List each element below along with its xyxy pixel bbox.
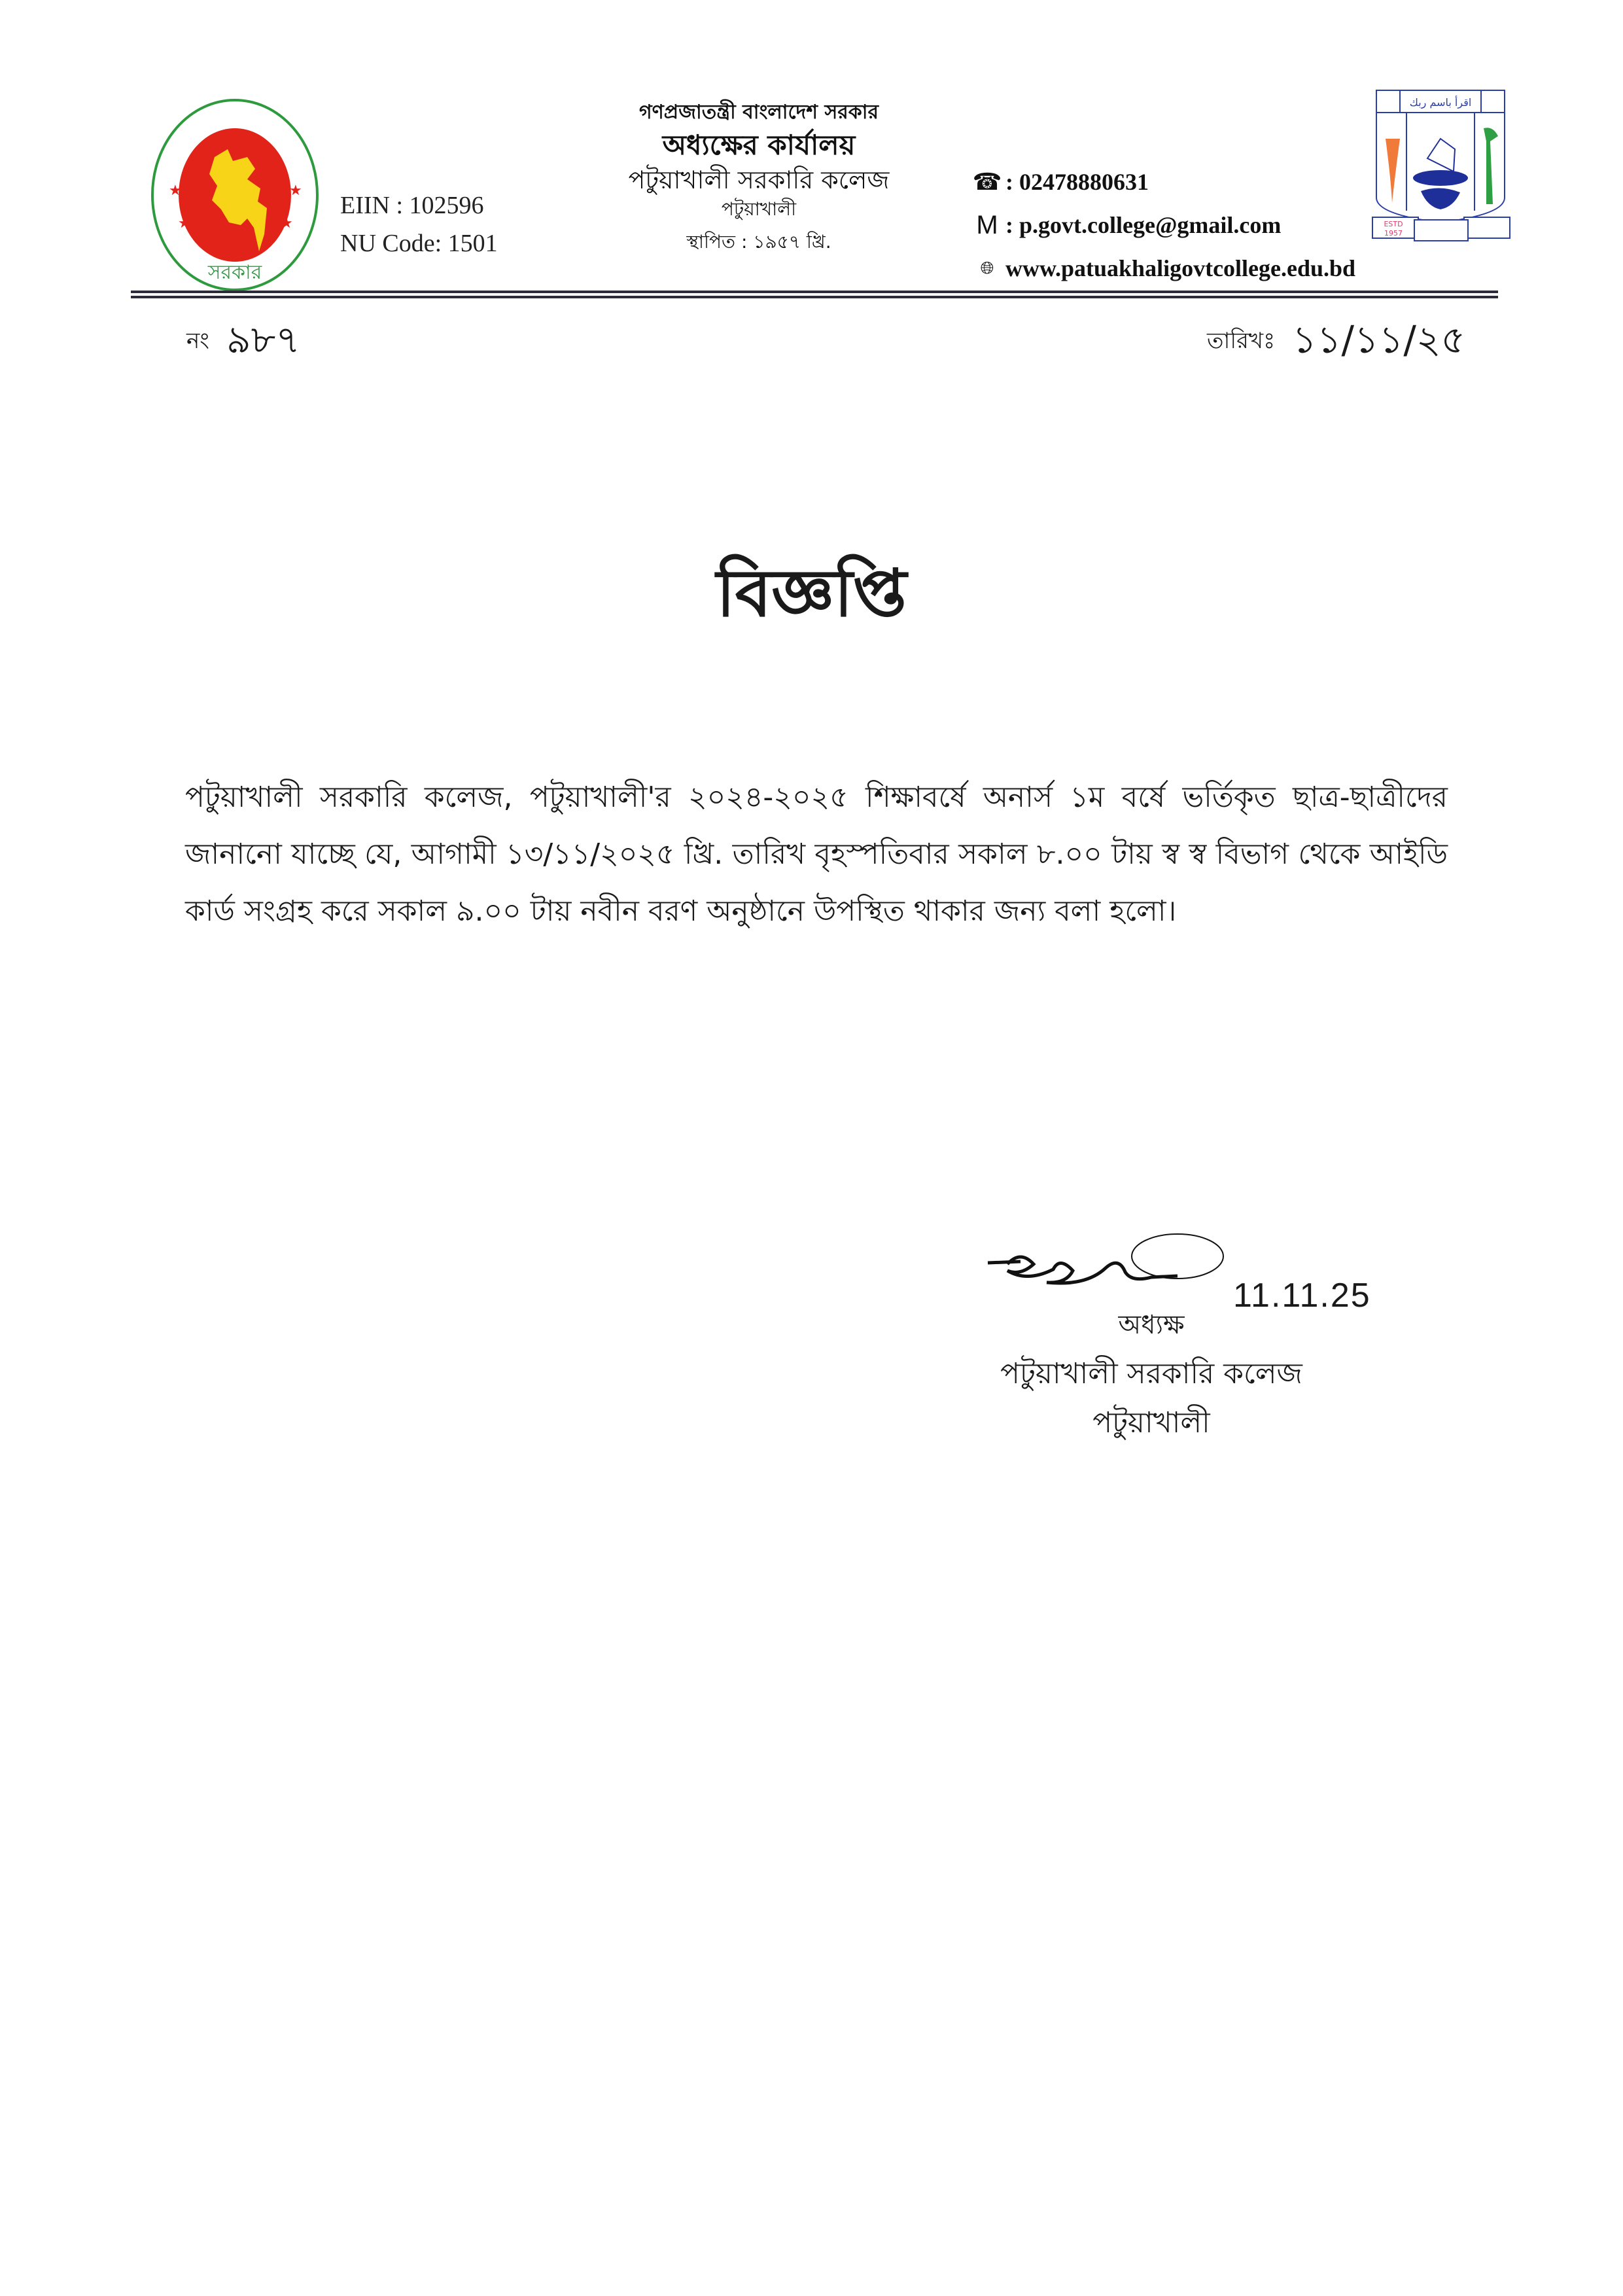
website-url: www.patuakhaligovtcollege.edu.bd xyxy=(1005,255,1356,281)
email-row xyxy=(973,203,1355,247)
district-name: পটুয়াখালী xyxy=(721,198,797,220)
letterhead-center xyxy=(550,98,968,262)
mail-icon: M xyxy=(976,210,998,239)
svg-text:★: ★ xyxy=(169,183,182,199)
signatory-institution: পটুয়াখালী সরকারি কলেজ xyxy=(1000,1357,1302,1390)
government-name: গণপ্রজাতন্ত্রী বাংলাদেশ সরকার xyxy=(639,101,879,124)
notice-title: বিজ্ঞপ্তি xyxy=(716,555,907,631)
header-divider-bottom xyxy=(131,296,1498,298)
svg-text:★: ★ xyxy=(280,215,293,232)
email-address: : p.govt.college@gmail.com xyxy=(1005,212,1282,238)
eiin-code: EIIN : 102596 xyxy=(340,192,484,219)
telephone-icon: ☎ xyxy=(972,169,1002,195)
date-value: ১১/১১/২৫ xyxy=(1292,317,1466,362)
svg-text:সরকার: সরকার xyxy=(207,261,262,284)
college-name: পটুয়াখালী সরকারি কলেজ xyxy=(628,166,890,194)
reference-number xyxy=(186,311,300,374)
svg-text:★: ★ xyxy=(178,215,191,232)
signatory-block xyxy=(916,1302,1387,1446)
established-year: স্থাপিত : ১৯৫৭ খ্রি. xyxy=(686,231,831,253)
reference-value: ৯৮৭ xyxy=(226,317,300,362)
svg-text:ESTD: ESTD xyxy=(1384,220,1403,228)
svg-text:اقرأ باسم ربك: اقرأ باسم ربك xyxy=(1409,96,1472,109)
college-crest-icon xyxy=(1369,86,1514,242)
website-row xyxy=(973,247,1355,290)
signature-date: 11.11.25 xyxy=(1233,1277,1371,1315)
reference-label: নং xyxy=(186,328,209,354)
institution-codes xyxy=(340,186,498,262)
signatory-designation: অধ্যক্ষ xyxy=(1118,1310,1185,1340)
office-name: অধ্যক্ষের কার্যালয় xyxy=(662,129,856,161)
nu-code: NU Code: 1501 xyxy=(340,230,498,257)
signatory-location: পটুয়াখালী xyxy=(1092,1406,1210,1439)
globe-icon: 🌐︎ xyxy=(980,258,994,277)
phone-row xyxy=(973,160,1355,203)
issue-date xyxy=(1207,311,1465,374)
svg-text:1957: 1957 xyxy=(1384,229,1403,238)
signature-icon xyxy=(981,1230,1230,1302)
notice-body: পটুয়াখালী সরকারি কলেজ, পটুয়াখালী'র ২০২৪-২০২৫ শিক্ষাবর্ষে অনার্স ১ম বর্ষে ভর্তিকৃত ছাত্র-ছাত্রীদের জানানো যাচ্ছে যে, আগামী ১৩/১১/২০২৫ খ্রি. তারিখ বৃহস্পতিবার সকাল ৮.০০ টায় স্ব স্ব বিভাগ থেকে আইডি কার্ড সংগ্রহ করে সকাল ৯.০০ টায় নবীন বরণ অনুষ্ঠানে উপস্থিত থাকার জন্য বলা হলো। xyxy=(185,781,1448,928)
phone-number: : 02478880631 xyxy=(1005,169,1149,195)
government-seal-icon xyxy=(149,97,321,293)
header-divider-top xyxy=(131,291,1498,293)
date-label: তারিখঃ xyxy=(1207,328,1276,354)
svg-text:★: ★ xyxy=(289,183,302,199)
contact-info xyxy=(973,160,1355,290)
